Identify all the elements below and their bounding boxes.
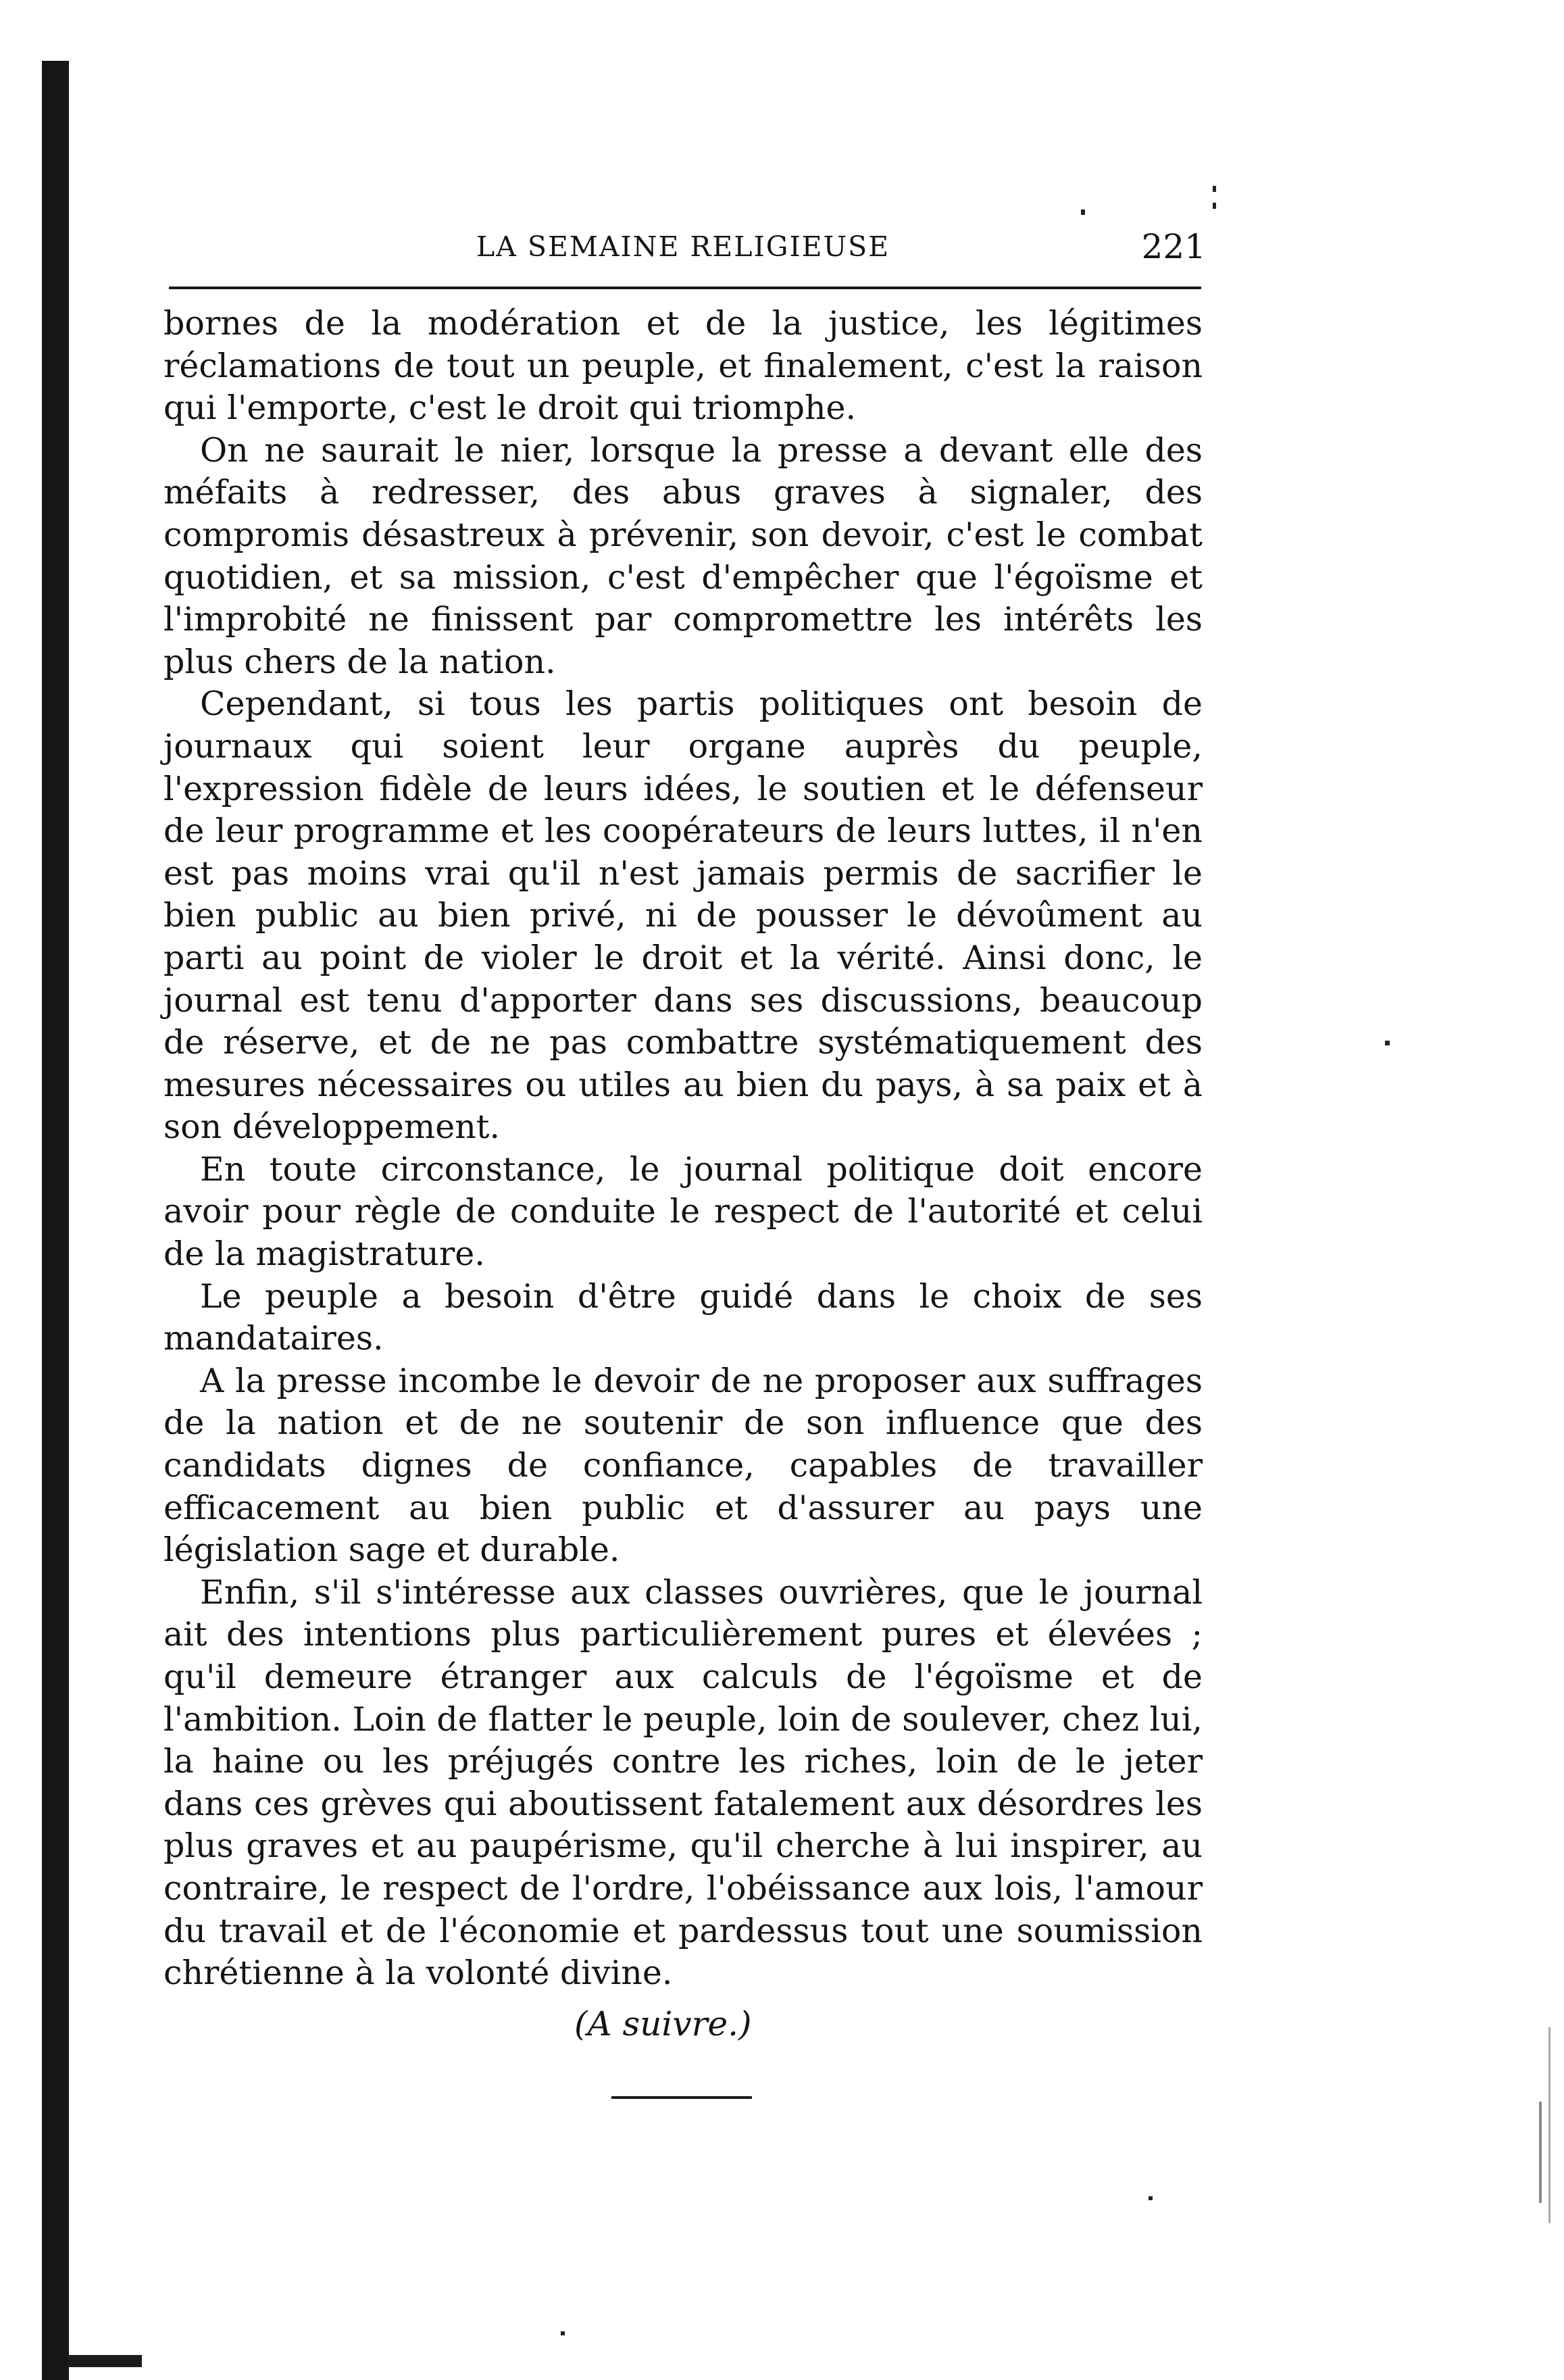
margin-speck	[1081, 209, 1085, 215]
closing-rule	[611, 2096, 752, 2099]
paragraph: En toute circonstance, le journal politique doit encore avoir pour règle de conduite le respect de l'autorité et celui de la magistrature.	[163, 1149, 1203, 1274]
paragraph: Le peuple a besoin d'être guidé dans le choix de ses mandataires.	[163, 1276, 1203, 1358]
margin-speck	[1385, 1041, 1390, 1045]
margin-speck	[561, 2331, 565, 2335]
to-be-continued-note: (A suivre.)	[574, 2004, 752, 2043]
paragraph: On ne saurait le nier, lorsque la presse a devant elle des méfaits à redresser, des abus graves à signaler, des compromis désastreux à prévenir, son devoir, c'est le combat quotidien, et sa mission, c'est d'empêcher que l'égoïsme et l'improbité ne finissent par compromettre les intérêts les plus chers de la nation.	[163, 430, 1203, 681]
page-number: 221	[1141, 227, 1206, 266]
paragraph: bornes de la modération et de la justice, les légitimes réclamations de tout un peuple, et finalement, c'est la raison qui l'emporte, c'est le droit qui triomphe.	[163, 304, 1203, 428]
paragraph: A la presse incombe le devoir de ne proposer aux suffrages de la nation et de ne soutenir de son influence que des candidats dignes de confiance, capables de travailler efficacement au bien public et d'assurer au pays une législation sage et durable.	[163, 1361, 1203, 1570]
page-binding-edge-tail	[68, 2355, 142, 2367]
margin-speck	[1213, 186, 1216, 192]
running-title: LA SEMAINE RELIGIEUSE	[476, 230, 890, 263]
margin-speck	[1539, 2102, 1542, 2203]
running-head	[166, 220, 1206, 274]
margin-speck	[1548, 2027, 1550, 2223]
article-body	[163, 303, 1203, 1995]
paragraph: Cependant, si tous les partis politiques ont besoin de journaux qui soient leur organe auprès du peuple, l'expression fidèle de leurs idées, le soutien et le défenseur de leur programme et les coopérateurs de leurs luttes, il n'en est pas moins vrai qu'il n'est jamais permis de sacrifier le bien public au bien privé, ni de pousser le dévoûment au parti au point de violer le droit et la vérité. Ainsi donc, le journal est tenu d'apporter dans ses discussions, beaucoup de réserve, et de ne pas combattre systématiquement des mesures nécessaires ou utiles au bien du pays, à sa paix et à son développement.	[163, 685, 1203, 1147]
margin-speck	[1149, 2196, 1153, 2200]
paragraph: Enfin, s'il s'intéresse aux classes ouvrières, que le journal ait des intentions plus particulièrement pures et élevées ; qu'il demeure étranger aux calculs de l'égoïsme et de l'ambition. Loin de flatter le peuple, loin de soulever, chez lui, la haine ou les préjugés contre les riches, loin de le jeter dans ces grèves qui aboutissent fatalement aux désordres les plus graves et au paupérisme, qu'il cherche à lui inspirer, au contraire, le respect de l'ordre, l'obéissance aux lois, l'amour du travail et de l'économie et pardessus tout une soumission chrétienne à la volonté divine.	[163, 1572, 1203, 1993]
page-binding-edge	[42, 61, 69, 2380]
margin-speck	[1213, 203, 1216, 209]
header-rule	[169, 287, 1201, 289]
